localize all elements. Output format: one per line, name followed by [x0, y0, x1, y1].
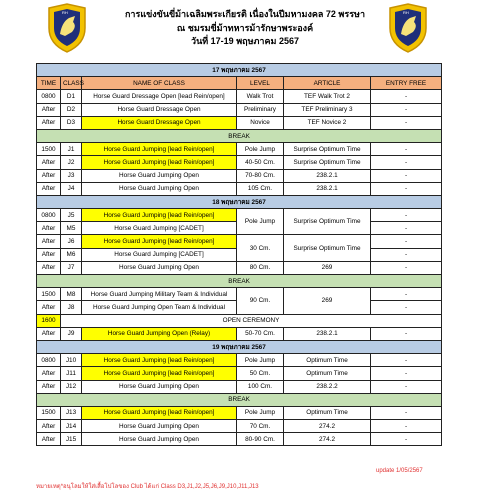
- break-label: BREAK: [37, 275, 442, 288]
- cell-entry: -: [371, 420, 442, 433]
- cell-entry: -: [371, 301, 442, 314]
- cell-level: 90 Cm.: [237, 288, 284, 314]
- cell-level: 30 Cm.: [237, 235, 284, 261]
- cell-class: D3: [61, 116, 82, 129]
- cell-article: 238.2.2: [284, 380, 371, 393]
- cell-time: 0800: [37, 354, 61, 367]
- cell-time: After: [37, 301, 61, 314]
- cell-article: 274.2: [284, 420, 371, 433]
- col-entry: ENTRY FREE: [371, 77, 442, 90]
- cell-time: After: [37, 327, 61, 340]
- ceremony-row: [37, 314, 442, 327]
- cell-time: After: [37, 248, 61, 261]
- day-header-18: [37, 195, 442, 208]
- cell-class: D1: [61, 90, 82, 103]
- table-row: [37, 90, 442, 103]
- cell-class: M8: [61, 288, 82, 301]
- cell-class: J10: [61, 354, 82, 367]
- cell-name: Horse Guard Jumping Military Team & Individual: [82, 288, 237, 301]
- cell-class: J6: [61, 235, 82, 248]
- table-row: [37, 209, 442, 222]
- cell-class: J14: [61, 420, 82, 433]
- cell-entry: -: [371, 433, 442, 446]
- cell-entry: -: [371, 182, 442, 195]
- break-row: [37, 393, 442, 406]
- cell-article: 238.2.1: [284, 169, 371, 182]
- day-label: 18 พฤษภาคม 2567: [37, 195, 442, 208]
- cell-name: Horse Guard Dressage Open: [82, 103, 237, 116]
- table-row: [37, 169, 442, 182]
- cell-time: After: [37, 420, 61, 433]
- table-row: [37, 367, 442, 380]
- event-venue: ณ ชมรมขี่ม้าทหารม้ารักษาพระองค์: [176, 23, 314, 33]
- cell-name: Horse Guard Jumping [lead Rein/open]: [82, 143, 237, 156]
- cell-level: Pole Jump: [237, 143, 284, 156]
- cell-article: Optimum Time: [284, 406, 371, 419]
- table-row: [37, 327, 442, 340]
- cell-class: J5: [61, 209, 82, 222]
- cell-time: After: [37, 169, 61, 182]
- table-row: [37, 380, 442, 393]
- cell-time: 1500: [37, 406, 61, 419]
- cell-article: TEF Preliminary 3: [284, 103, 371, 116]
- cell-level: 50 Cm.: [237, 367, 284, 380]
- cell-article: 274.2: [284, 433, 371, 446]
- cell-name: Horse Guard Jumping Open: [82, 169, 237, 182]
- cell-article: 238.2.1: [284, 327, 371, 340]
- break-row: [37, 129, 442, 142]
- table-row: [37, 235, 442, 248]
- cell-entry: -: [371, 288, 442, 301]
- table-row: [37, 116, 442, 129]
- table-row: [37, 182, 442, 195]
- cell-time: After: [37, 182, 61, 195]
- cell-name: Horse Guard Jumping Open: [82, 261, 237, 274]
- cell-article: TEF Novice 2: [284, 116, 371, 129]
- cell-level: 80-90 Cm.: [237, 433, 284, 446]
- day-header-17: [37, 64, 442, 77]
- cell-time: 1500: [37, 288, 61, 301]
- break-row: [37, 275, 442, 288]
- break-label: BREAK: [37, 129, 442, 142]
- cell-article: Optimum Time: [284, 367, 371, 380]
- cell-time: 0800: [37, 209, 61, 222]
- col-class: CLASS: [61, 77, 82, 90]
- cell-entry: -: [371, 367, 442, 380]
- emblem-left-text: RH: [62, 10, 68, 15]
- cell-level: 40-50 Cm.: [237, 156, 284, 169]
- cell-entry: -: [371, 90, 442, 103]
- cell-time: After: [37, 367, 61, 380]
- day-header-19: [37, 340, 442, 353]
- cell-article: 269: [284, 261, 371, 274]
- cell-class: J12: [61, 380, 82, 393]
- cell-level: 80 Cm.: [237, 261, 284, 274]
- cell-name: Horse Guard Jumping [lead Rein/open]: [82, 235, 237, 248]
- cell-time: After: [37, 156, 61, 169]
- cell-name: Horse Guard Jumping [lead Rein/open]: [82, 406, 237, 419]
- cell-article: TEF Walk Trot 2: [284, 90, 371, 103]
- cell-class: M5: [61, 222, 82, 235]
- cell-time: After: [37, 380, 61, 393]
- cell-entry: -: [371, 235, 442, 248]
- cell-level: Pole Jump: [237, 354, 284, 367]
- col-article: ARTICLE: [284, 77, 371, 90]
- cell-level: 70 Cm.: [237, 420, 284, 433]
- footnote: หมายเหตุ*อนุโลมให้ใส่เสื้อโปโลของ Club ได้แก่ Class D3,J1,J2,J5,J6,J9,J10,J11,J13: [36, 484, 259, 490]
- cell-article: Optimum Time: [284, 354, 371, 367]
- cell-entry: -: [371, 327, 442, 340]
- cell-class: J1: [61, 143, 82, 156]
- cell-name: Horse Guard Jumping [lead Rein/open]: [82, 354, 237, 367]
- table-row: [37, 288, 442, 301]
- cell-level: Pole Jump: [237, 209, 284, 235]
- ceremony-label: OPEN CEREMONY: [61, 314, 442, 327]
- cell-time: 1500: [37, 143, 61, 156]
- cell-entry: -: [371, 169, 442, 182]
- cell-entry: -: [371, 143, 442, 156]
- schedule-table: [36, 63, 442, 446]
- cell-name: Horse Guard Dressage Open: [82, 116, 237, 129]
- cell-time: After: [37, 222, 61, 235]
- cell-name: Horse Guard Jumping Open: [82, 380, 237, 393]
- table-row: [37, 103, 442, 116]
- cell-time: After: [37, 433, 61, 446]
- cell-level: 70-80 Cm.: [237, 169, 284, 182]
- cell-article: Surprise Optimum Time: [284, 209, 371, 235]
- update-note: update 1/05/2567: [376, 468, 423, 474]
- day-label: 19 พฤษภาคม 2567: [37, 340, 442, 353]
- cell-level: Pole Jump: [237, 406, 284, 419]
- cell-level: 105 Cm.: [237, 182, 284, 195]
- cell-article: Surprise Optimum Time: [284, 235, 371, 261]
- cell-class: J9: [61, 327, 82, 340]
- cell-name: Horse Guard Jumping [CADET]: [82, 248, 237, 261]
- cell-time: After: [37, 261, 61, 274]
- cell-level: Walk Trot: [237, 90, 284, 103]
- cell-level: Novice: [237, 116, 284, 129]
- cell-entry: -: [371, 354, 442, 367]
- event-dates: วันที่ 17-19 พฤษภาคม 2567: [191, 36, 299, 46]
- cell-article: 269: [284, 288, 371, 314]
- break-label: BREAK: [37, 393, 442, 406]
- cell-entry: -: [371, 261, 442, 274]
- column-header-row: [37, 77, 442, 90]
- cell-name: Horse Guard Jumping Open: [82, 433, 237, 446]
- cell-entry: -: [371, 406, 442, 419]
- col-name: NAME OF CLASS: [82, 77, 237, 90]
- cell-name: Horse Guard Jumping [lead Rein/open]: [82, 156, 237, 169]
- cell-entry: -: [371, 156, 442, 169]
- cell-time: 0800: [37, 90, 61, 103]
- table-row: [37, 420, 442, 433]
- cell-class: J15: [61, 433, 82, 446]
- cell-name: Horse Guard Jumping [CADET]: [82, 222, 237, 235]
- cell-name: Horse Guard Jumping Open (Relay): [82, 327, 237, 340]
- cell-entry: -: [371, 103, 442, 116]
- cell-article: 238.2.1: [284, 182, 371, 195]
- cell-level: 100 Cm.: [237, 380, 284, 393]
- table-row: [37, 143, 442, 156]
- table-row: [37, 156, 442, 169]
- cell-name: Horse Guard Jumping [lead Rein/open]: [82, 209, 237, 222]
- cell-name: Horse Guard Jumping Open Team & Individual: [82, 301, 237, 314]
- cell-class: J4: [61, 182, 82, 195]
- col-time: TIME: [37, 77, 61, 90]
- table-row: [37, 261, 442, 274]
- cell-entry: -: [371, 248, 442, 261]
- cell-entry: -: [371, 222, 442, 235]
- event-title: การแข่งขันขี่ม้าเฉลิมพระเกียรติ เนื่องในปีมหามงคล 72 พรรษา: [124, 9, 366, 19]
- day-label: 17 พฤษภาคม 2567: [37, 64, 442, 77]
- cell-class: D2: [61, 103, 82, 116]
- cell-entry: -: [371, 116, 442, 129]
- horse-guard-emblem-right: [386, 2, 430, 54]
- cell-class: J8: [61, 301, 82, 314]
- cell-time: After: [37, 116, 61, 129]
- table-row: [37, 433, 442, 446]
- cell-class: J3: [61, 169, 82, 182]
- cell-level: Preliminary: [237, 103, 284, 116]
- cell-name: Horse Guard Jumping Open: [82, 182, 237, 195]
- cell-class: J2: [61, 156, 82, 169]
- cell-class: J7: [61, 261, 82, 274]
- cell-article: Surprise Optimum Time: [284, 156, 371, 169]
- cell-name: Horse Guard Jumping [lead Rein/open]: [82, 367, 237, 380]
- cell-time: After: [37, 103, 61, 116]
- cell-class: J11: [61, 367, 82, 380]
- emblem-right-text: RH: [403, 10, 409, 15]
- col-level: LEVEL: [237, 77, 284, 90]
- horse-guard-emblem-left: [45, 2, 89, 54]
- cell-article: Surprise Optimum Time: [284, 143, 371, 156]
- table-row: [37, 406, 442, 419]
- cell-entry: -: [371, 209, 442, 222]
- cell-class: M6: [61, 248, 82, 261]
- cell-level: 50-70 Cm.: [237, 327, 284, 340]
- table-row: [37, 354, 442, 367]
- cell-name: Horse Guard Dressage Open [lead Rein/open]: [82, 90, 237, 103]
- cell-time: After: [37, 235, 61, 248]
- cell-class: J13: [61, 406, 82, 419]
- cell-entry: -: [371, 380, 442, 393]
- cell-name: Horse Guard Jumping Open: [82, 420, 237, 433]
- ceremony-time: 1600: [37, 314, 61, 327]
